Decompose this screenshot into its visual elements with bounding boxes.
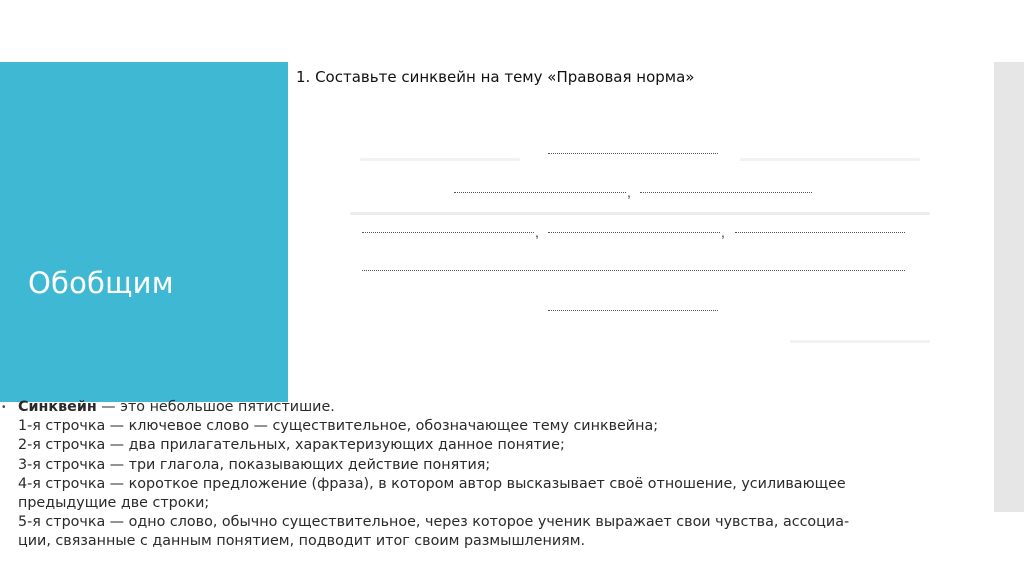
cinquain-line-3a	[362, 232, 534, 233]
scan-noise	[360, 158, 520, 161]
comma: ,	[627, 184, 631, 200]
definition-line: 4-я строчка — короткое предложение (фраза), в котором автор высказывает своё отношение, усиливающее	[18, 475, 846, 492]
cinquain-line-4	[362, 270, 905, 271]
cinquain-definition	[18, 398, 898, 552]
cinquain-line-3c	[735, 232, 905, 233]
bullet-mark: •	[2, 402, 6, 413]
definition-term: Синквейн	[18, 399, 97, 415]
cinquain-line-3b	[548, 232, 720, 233]
scan-noise	[790, 340, 930, 343]
definition-line: предыдущие две строки;	[18, 495, 210, 512]
scan-noise	[350, 212, 930, 215]
definition-line: 2-я строчка — два прилагательных, характеризующих данное понятие;	[18, 437, 565, 454]
comma: ,	[721, 224, 725, 240]
comma: ,	[535, 224, 539, 240]
definition-line: ции, связанные с данным понятием, подводит итог своим размышлениям.	[18, 533, 586, 550]
right-side-bar	[994, 62, 1024, 512]
definition-line: 5-я строчка — одно слово, обычно существительное, через которое ученик выражает свои чувства, ассоциа-	[18, 514, 850, 531]
definition-intro	[18, 398, 898, 417]
cinquain-line-2a	[454, 192, 626, 193]
definition-intro-text: — это небольшое пятистишие.	[96, 399, 335, 415]
cinquain-line-5	[548, 310, 718, 311]
slide-title: Обобщим	[28, 266, 174, 300]
definition-line: 1-я строчка — ключевое слово — существительное, обозначающее тему синквейна;	[18, 418, 659, 435]
cinquain-line-1	[548, 153, 718, 154]
cinquain-line-2b	[640, 192, 812, 193]
definition-line: 3-я строчка — три глагола, показывающих действие понятия;	[18, 456, 491, 473]
scan-noise	[740, 158, 920, 161]
title-panel	[0, 62, 288, 402]
task-text: 1. Составьте синквейн на тему «Правовая норма»	[296, 68, 695, 86]
